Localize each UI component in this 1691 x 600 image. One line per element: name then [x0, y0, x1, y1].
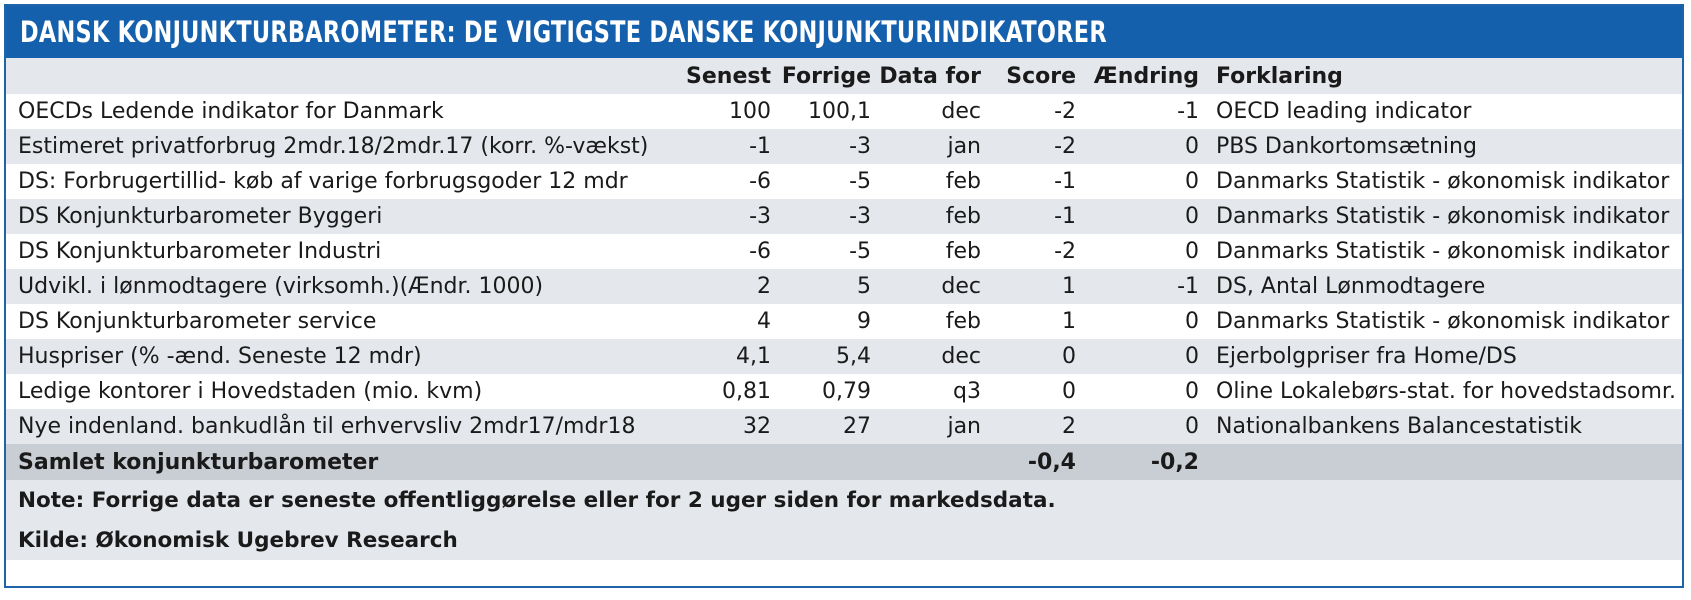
indicator-table [6, 58, 1682, 560]
header-senest: Senest [666, 58, 771, 94]
row-score: -1 [1054, 169, 1076, 194]
header-name [6, 58, 666, 94]
row-senest: 2 [666, 269, 771, 304]
header-forrige: Forrige [771, 58, 871, 94]
row-forrige: 0,79 [822, 379, 871, 404]
row-data-for: jan [871, 409, 981, 444]
note-text: Note: Forrige data er seneste offentliggørelse eller for 2 uger siden for markedsdata. [6, 480, 1682, 520]
row-senest: 4 [757, 309, 771, 334]
row-forrige: 27 [771, 409, 871, 444]
total-forklaring-empty [1199, 444, 1682, 480]
row-aendring: 0 [1185, 309, 1199, 334]
row-score: 2 [981, 409, 1076, 444]
table-row [6, 164, 1682, 199]
row-senest: 32 [666, 409, 771, 444]
row-forrige: 5 [771, 269, 871, 304]
row-name: DS: Forbrugertillid- køb af varige forbrugsgoder 12 mdr [18, 169, 628, 194]
row-score: 0 [981, 339, 1076, 374]
row-name: DS Konjunkturbarometer service [18, 309, 377, 334]
row-senest: 0,81 [722, 379, 771, 404]
row-forklaring: PBS Dankortomsætning [1199, 129, 1682, 164]
header-forklaring: Forklaring [1199, 58, 1682, 94]
row-data-for: q3 [953, 379, 981, 404]
table-title: DANSK KONJUNKTURBAROMETER: DE VIGTIGSTE DANSKE KONJUNKTURINDIKATORER [20, 15, 1107, 49]
row-forrige: 5,4 [771, 339, 871, 374]
row-score: -1 [981, 199, 1076, 234]
row-data-for: dec [941, 99, 981, 124]
row-score: -2 [1054, 99, 1076, 124]
header-aendring: Ændring [1076, 58, 1199, 94]
table-row [6, 129, 1682, 164]
total-score: -0,4 [981, 444, 1076, 480]
row-score: 0 [1062, 379, 1076, 404]
row-forklaring: Nationalbankens Balancestatistik [1199, 409, 1682, 444]
row-aendring: -1 [1076, 269, 1199, 304]
row-name: DS Konjunkturbarometer Byggeri [6, 199, 666, 234]
table-row [6, 269, 1682, 304]
title-bar [6, 6, 1682, 58]
row-data-for: dec [871, 339, 981, 374]
row-senest: 100 [729, 99, 771, 124]
row-senest: -3 [666, 199, 771, 234]
total-row [6, 444, 1682, 480]
total-senest-empty [666, 444, 771, 480]
header-score: Score [981, 58, 1076, 94]
row-forklaring: Oline Lokalebørs-stat. for hovedstadsomr. [1216, 379, 1676, 404]
row-score: 1 [981, 269, 1076, 304]
row-data-for: feb [945, 169, 981, 194]
row-forrige: 9 [857, 309, 871, 334]
row-data-for: feb [871, 199, 981, 234]
row-forrige: -5 [849, 169, 871, 194]
table-row [6, 94, 1682, 129]
total-data-for-empty [871, 444, 981, 480]
row-forrige: -5 [849, 239, 871, 264]
row-aendring: 0 [1076, 409, 1199, 444]
row-senest: -6 [749, 239, 771, 264]
total-forrige-empty [771, 444, 871, 480]
table-row [6, 199, 1682, 234]
header-row [6, 58, 1682, 94]
table-row [6, 304, 1682, 339]
row-forklaring: DS, Antal Lønmodtagere [1199, 269, 1682, 304]
row-forrige: 100,1 [808, 99, 871, 124]
row-score: -2 [1054, 239, 1076, 264]
table-row [6, 409, 1682, 444]
row-data-for: feb [945, 239, 981, 264]
row-name: Ledige kontorer i Hovedstaden (mio. kvm) [18, 379, 483, 404]
row-aendring: 0 [1185, 239, 1199, 264]
source-text: Kilde: Økonomisk Ugebrev Research [6, 520, 1682, 560]
row-forklaring: Danmarks Statistik - økonomisk indikator [1216, 239, 1670, 264]
row-aendring: 0 [1185, 379, 1199, 404]
row-name: Udvikl. i lønmodtagere (virksomh.)(Ændr. 1000) [6, 269, 666, 304]
note-row [6, 480, 1682, 520]
row-senest: -6 [749, 169, 771, 194]
row-aendring: 0 [1076, 199, 1199, 234]
row-name: Huspriser (% -ænd. Seneste 12 mdr) [6, 339, 666, 374]
source-row [6, 520, 1682, 560]
indicator-table-panel [4, 4, 1684, 588]
header-data-for: Data for [871, 58, 981, 94]
table-row [6, 339, 1682, 374]
table-row [6, 234, 1682, 269]
row-forklaring: OECD leading indicator [1216, 99, 1472, 124]
row-forrige: -3 [771, 129, 871, 164]
row-data-for: dec [871, 269, 981, 304]
row-data-for: feb [945, 309, 981, 334]
row-aendring: 0 [1076, 339, 1199, 374]
row-name: DS Konjunkturbarometer Industri [18, 239, 382, 264]
row-forklaring: Danmarks Statistik - økonomisk indikator [1199, 199, 1682, 234]
row-aendring: 0 [1185, 169, 1199, 194]
row-senest: -1 [666, 129, 771, 164]
row-aendring: -1 [1177, 99, 1199, 124]
row-senest: 4,1 [666, 339, 771, 374]
row-name: Nye indenland. bankudlån til erhvervsliv 2mdr17/mdr18 [6, 409, 666, 444]
row-forrige: -3 [771, 199, 871, 234]
row-score: 1 [1062, 309, 1076, 334]
row-forklaring: Ejerbolgpriser fra Home/DS [1199, 339, 1682, 374]
row-name: OECDs Ledende indikator for Danmark [18, 99, 444, 124]
row-name: Estimeret privatforbrug 2mdr.18/2mdr.17 (korr. %-vækst) [6, 129, 666, 164]
total-aendring: -0,2 [1076, 444, 1199, 480]
row-score: -2 [981, 129, 1076, 164]
total-name: Samlet konjunkturbarometer [6, 444, 666, 480]
table-row [6, 374, 1682, 409]
row-aendring: 0 [1076, 129, 1199, 164]
row-forklaring: Danmarks Statistik - økonomisk indikator [1216, 169, 1670, 194]
row-forklaring: Danmarks Statistik - økonomisk indikator [1216, 309, 1670, 334]
row-data-for: jan [871, 129, 981, 164]
